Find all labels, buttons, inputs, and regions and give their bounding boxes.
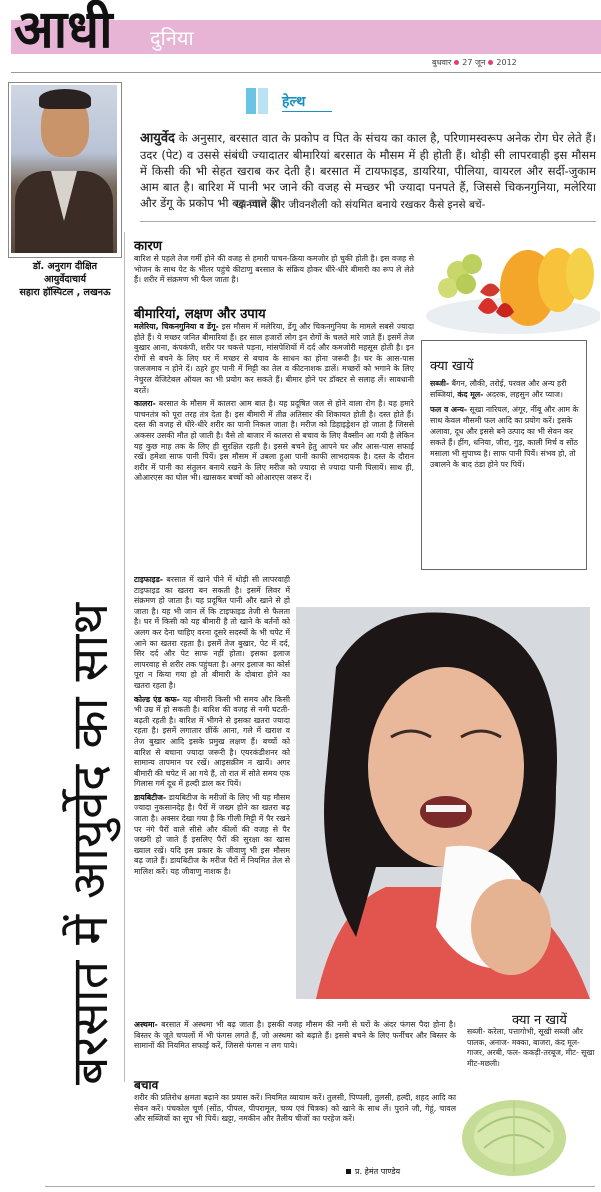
asthma-label: अस्थमा-: [134, 1020, 158, 1029]
heading-diseases: बीमारियां, लक्षण और उपाय: [134, 307, 266, 322]
cholera-paragraph: [134, 399, 414, 484]
what-to-eat-title: क्या खायें: [430, 359, 474, 374]
bottom-rule: [45, 1186, 595, 1187]
asthma-text: बरसात में अस्थमा भी बढ़ जाता है। इसकी वजह मौसम की नमी से घरों के अंदर फंगस पैदा होना है। बिस्तर के जूते चप्पलों में भी फंगस लगते हैं, जो अस्थमा को बढ़ाते हैं। इससे बचने के लिए फर्नीचर और बिस्तर के सामानों की नियमित सफाई करें, जिससे फंगस न लग पाये।: [134, 1020, 456, 1051]
dateline-year: 2012: [496, 58, 517, 67]
square-bullet-icon: [346, 1169, 351, 1174]
diseases-wide: [134, 322, 414, 484]
intro-closing: खानपान और जीवनशैली को संयमित बनाये रखकर कैसे इनसे बचें-: [235, 199, 486, 211]
eat-kand-label: कंद मूल-: [457, 390, 484, 399]
cholera-text: बरसात के मौसम में कालरा आम बात है। यह प्रदूषित जल से होने वाला रोग है। यह हमारे पाचनतंत्र को पूरा तरह तंत्र देता है। इस बीमारी में तीव्र अतिसार की शिकायत होती है। दस्त होते हैं। दस्त की वजह से धीरे-धीरे शरीर का पानी निकल जाता है। मरीज को डिहाइड्रेशन हो जाता है जिससे अकसर उसकी मौत हो जाती है। वैसे तो बाजार में कालरा से बचाव के लिए वैक्सीन आ गयी है लेकिन यह कुछ माह तक के लिए ही सुरक्षित रहती है। इससे बचने हेतु आपने घर और आस-पास सफाई रखें। हमेशा साफ पानी पियें। इस मौसम में उबला हुआ पानी काफी लाभदायक है। दस्त के दौरान शरीर में पानी का संतुलन बनाये रखने के लिए मरीज को ज्यादा से ज्यादा पानी पिलायें। साथ ही, ओआरएस का घोल भी। खासकर बच्चों को ओआरएस जरूर दें।: [134, 399, 414, 483]
prevention-section: [134, 1076, 456, 1125]
byline: [346, 1166, 400, 1177]
cholera-label: कालरा-: [134, 399, 156, 409]
author-credit: [8, 260, 122, 299]
author-photo: [11, 85, 117, 253]
author-hospital: सहारा हॉस्पिटल , लखनऊ: [19, 287, 111, 298]
headline: बरसात में आयुर्वेद का साथ: [61, 602, 119, 1085]
cold-text: यह बीमारी किसी भी समय और किसी भी उम्र में हो सकती है। बारिश की वजह से नमी घटती-बढ़ती रहती है। बारिश में भीगने से इसका खतरा ज्यादा रहता है। इसमें लगातार छींकें आना, गले में खराश व तेज बुखार आदि इसके प्रमुख लक्षण हैं। बच्चों को बारिश से बचाना ज्यादा जरूरी है। एयरकंडीशनर को सामान्य तापमान पर रखें। आइसक्रीम न खायें। अगर बीमारी की चपेट में आ गये हैं, तो रात में सोते समय एक गिलास गर्म दूध में हल्दी डाल कर पियें।: [134, 694, 290, 789]
typhoid-label: टाइफाइड-: [134, 575, 164, 584]
section-tag: हेल्थ: [282, 94, 306, 110]
cause-section: [134, 236, 414, 286]
dateline-day: बुधवार: [432, 58, 452, 67]
heading-prevention: बचाव: [134, 1078, 159, 1092]
fruits-image: [418, 238, 600, 338]
malaria-text: इस मौसम में मलेरिया, डेंगू और चिकनगुनिया के मामले सबसे ज्यादा होते हैं। ये मच्छर जनित बीमारियां हैं। हर साल हजारों लोग इन रोगों के चलते मारे जाते हैं। इसमें तेज बुखार आना, कंपकंपी, शरीर पर चकत्ते पड़ना, मांसपेशियों में दर्द और कमजोरी महसूस होती है। इन रोगों से बचने के लिए घर में मच्छर से बचाव के साधन का होना जरूरी है। घर के आस-पास जलजमाव न होने दें। ठहरे हुए पानी में मिट्टी का तेल व कीटनाशक डालें। मच्छरों को भगाने के लिए नेचुरल वेजिटेबल ऑयल का भी प्रयोग कर सकते हैं। बीमार होने पर डॉक्टर से सलाह लें। सावधानी बरतें।: [134, 322, 414, 395]
diabetes-text: डायबिटीज के मरीजों के लिए भी यह मौसम ज्यादा नुकसानदेह है। पैरों में जख्म होने का खतरा बढ़ जाता है। अक्सर देखा गया है कि गीली मिट्टी में पैर रखने पर नंगे पैरों वाले सीसे और कीलों की वजह से पैर जख्मी हो जाते हैं इसलिए पैरों की सुरक्षा का खास ख्याल रखें। यदि इस प्रकार के जीवाणु भी इस मौसम बढ़ जाते हैं। डायबिटीज के मरीज पैरों में नियमित तेल से मालिश करें। यह जीवाणु नाशक है।: [134, 792, 290, 877]
photo-hair: [39, 89, 91, 109]
what-not-to-eat-title: क्या न खायें: [512, 1013, 567, 1028]
typhoid-text: बरसात में खाने पीने में थोड़ी सी लापरवाही टाइफाइड का खतरा बन सकती है। इसमें लिवर में संक्रमण हो जाता है। यह प्रदूषित पानी और खाने से हो जाता है। यह भी जान लें कि टाइफाइड तेजी से फैलता है। घर में किसी को यह बीमारी है तो खाने के बर्तनों को अलग कर देना चाहिए वरना दूसरे सदस्यों के भी चपेट में आने का खतरा रहता है। इसमें तेज बुखार, पेट में दर्द, सिर दर्द और पेट साफ नहीं होता। इसका इलाज लापरवाह से शरीर तक पहुंचता है। अगर इलाज का कोर्स पूरा न किया गया हो तो बीमारी के दोबारा होने का खतरा रहता है।: [134, 575, 290, 690]
diabetes-paragraph: [134, 793, 290, 878]
header-rule: [11, 72, 601, 73]
tag-bar: [258, 88, 268, 114]
masthead-brand: आधी: [14, 0, 113, 60]
intro-lead: आयुर्वेद: [140, 131, 175, 146]
sneezing-woman-photo: [296, 607, 590, 999]
eat-fruit-text: सूखा नारियल, अंगूर, नींबू और आम के साथ केवल मौसमी फल आदि का प्रयोग करें। इसके अलावा, दूध और इससे बने उत्पाद का भी सेवन कर सकते हैं। हींग, धनिया, जीरा, गुड़, काली मिर्च व सोंठ मसाला भी सुपाच्य है। साफ पानी पियें। संभव हो, तो उबालने के बाद ठंडा होने पर पियें।: [430, 405, 579, 469]
byline-text: प्र. हेमंत पाण्डेय: [355, 1167, 401, 1176]
eat-fruit-label: फल व अन्य-: [430, 405, 468, 414]
cabbage-image: [458, 1092, 570, 1178]
author-designation: आयुर्वेदाचार्य: [43, 274, 86, 285]
intro-text: के अनुसार, बरसात वात के प्रकोप व पित के संचय का काल है, परिणामस्वरूप अनेक रोग घेर लेते हैं। उदर (पेट) व उससे संबंधी ज्यादातर बीमारियां बरसात के मौसम में ही होती हैं। थोड़ी सी लापरवाही इस मौसम में किसी की भी सेहत खराब कर देती है। बरसात में टायफाइड, डायरिया, पीलिया, वायरल और सर्दी-जुकाम आम बात है। बारिश में पानी भर जाने की वजह से मच्छर भी ज्यादा पनपते हैं, जिससे चिकनगुनिया, मलेरिया और डेंगू के प्रकोप भी बढ़ जाते हैं।: [140, 131, 596, 210]
intro-rule: [140, 221, 596, 222]
prevention-text: शरीर की प्रतिरोध क्षमता बढ़ाने का प्रयास करें। नियमित व्यायाम करें। तुलसी, पिप्पली, तुलसी, हल्दी, शहद आदि का सेवन करें। पंचकोल चूर्ण (सोंठ, पीपल, पीपरामूल, चव्य एवं चित्रक) को खाने के साथ लें। पुराने जौ, गेहूं, चावल और सब्जियों का सूप भी पियें। खट्टा, नमकीन और तैलीय चीजों का परहेज करें।: [134, 1093, 456, 1124]
typhoid-paragraph: [134, 575, 290, 692]
column-divider: [124, 232, 125, 1082]
eat-veg-text: बैंगन, लौकी, तरोई, परवल और अन्य हरी सब्जियां,: [430, 379, 567, 399]
what-not-to-eat-text: सब्जी- करेला, पत्तागोभी, सूखी सब्जी और पालक, अनाज- मक्का, बाजरा, कंद मूल- गाजर, अरबी, फल- ककड़ी-तरबूज, मीट- सूखा मीट-मछली।: [467, 1027, 595, 1068]
diseases-narrow: [134, 575, 290, 1007]
bullet-icon: [488, 60, 493, 65]
diabetes-label: डायबिटीज-: [134, 792, 167, 802]
asthma-paragraph: [134, 1020, 456, 1052]
eat-kand-text: अदरक, लहसुन और प्याज।: [483, 390, 563, 399]
eat-veg-label: सब्जी-: [430, 379, 450, 388]
cold-paragraph: [134, 695, 290, 790]
heading-cause: कारण: [134, 239, 163, 254]
tag-bar: [246, 88, 256, 114]
malaria-label: मलेरिया, चिकनगुनिया व डेंगू-: [134, 322, 219, 331]
eat-fruit: [430, 404, 580, 470]
cold-label: कोल्ड एंड कफ-: [134, 694, 180, 704]
malaria-paragraph: [134, 322, 414, 396]
tag-underline: [282, 111, 332, 112]
cause-text: बारिश से पहले तेज गर्मी होने की वजह से हमारी पाचन-क्रिया कमजोर हो चुकी होती है। इस वजह से भोजन के साथ पेट के भीतर पहुंचे कीटाणु बरसात के संक्रिय होकर धीरे-धीरे बीमारी का रूप ले लेते हैं। शरीर में संक्रमण भी फैल जाता है।: [134, 254, 414, 285]
dateline: [432, 57, 517, 68]
author-name: डॉ. अनुराग दीक्षित: [32, 261, 98, 272]
diseases-section: [134, 304, 414, 487]
eat-veg: [430, 378, 580, 400]
dateline-date: 27 जून: [462, 58, 486, 67]
section-name: दुनिया: [150, 26, 194, 50]
bullet-icon: [454, 60, 459, 65]
what-to-eat-text: [430, 378, 580, 470]
